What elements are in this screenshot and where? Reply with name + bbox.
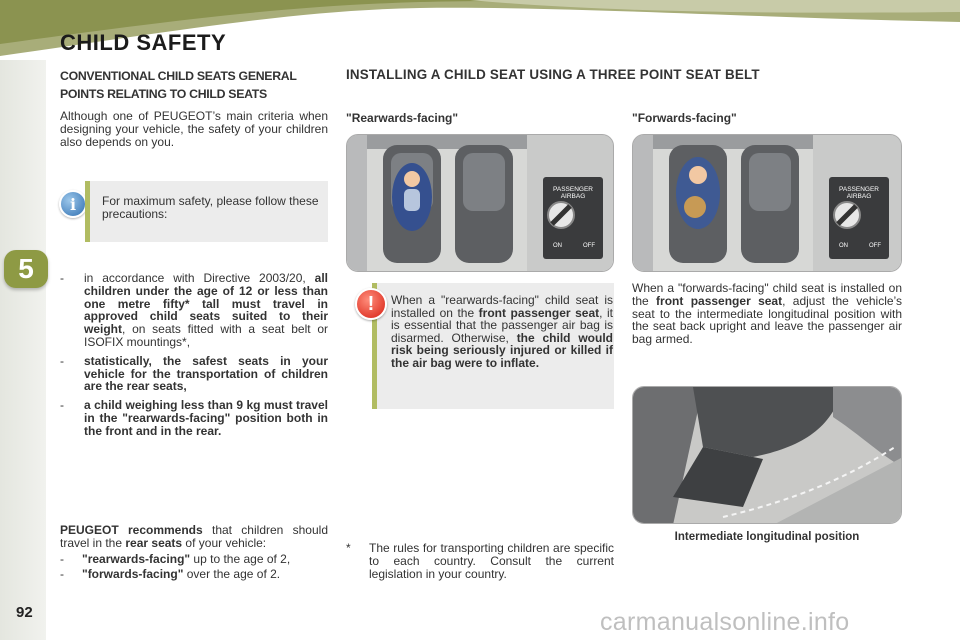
forwards-illustration	[633, 135, 902, 272]
recommend-item-bold: "forwards-facing"	[82, 567, 184, 582]
left-heading: CONVENTIONAL CHILD SEATS GENERAL POINTS RELATING TO CHILD SEATS	[60, 69, 297, 101]
right-heading: INSTALLING A CHILD SEAT USING A THREE POINT SEAT BELT	[346, 67, 760, 82]
warning-text	[391, 294, 613, 370]
bullet-text: , on seats fitted with a seat belt or ISOFIX mountings*,	[84, 322, 328, 349]
rearwards-label: "Rearwards-facing"	[346, 111, 459, 125]
list-item	[60, 272, 328, 349]
bullet-bold: a child weighing less than 9 kg must travel in the "rearwards-facing" position both in the front and in the rear.	[84, 398, 328, 438]
footnote-star: *	[346, 541, 351, 555]
seat-position-photo	[632, 386, 902, 524]
recommend-text: of your vehicle:	[182, 535, 267, 550]
airbag-off-label: OFF	[583, 243, 595, 249]
intro-paragraph: Although one of PEUGEOT’s main criteria when designing your vehicle, the safety of your children also depends on you.	[60, 109, 328, 149]
recommend-item-bold: "rearwards-facing"	[82, 551, 191, 566]
warning-box	[372, 283, 614, 409]
airbag-label: PASSENGER	[839, 186, 879, 193]
list-item	[60, 568, 328, 581]
recommend-item-text: over the age of 2.	[183, 567, 281, 582]
warning-text-part: , it is essential that the passenger air bag is disarmed. Otherwise,	[391, 305, 613, 345]
list-item	[60, 355, 328, 393]
recommend-item-text: up to the age of 2,	[190, 551, 291, 566]
airbag-label: AIRBAG	[560, 193, 586, 200]
bullet-bold: statistically, the safest seats in your vehicle for the transportation of children are the rear seats,	[84, 353, 328, 394]
forwards-paragraph	[632, 282, 902, 346]
footnote	[346, 542, 614, 580]
list-item	[60, 553, 328, 566]
bullet-dash: -	[60, 398, 64, 413]
seat-position-illustration	[633, 387, 902, 524]
forwards-text-part: When a "forwards-facing" child seat is installed on the	[632, 281, 902, 308]
seat-position-caption: Intermediate longitudinal position	[674, 531, 860, 543]
warning-text-part: When a "rearwards-facing" child seat is installed on the	[391, 293, 613, 320]
recommendation	[60, 524, 328, 581]
info-icon: i	[59, 190, 87, 218]
footnote-text: The rules for transporting children are specific to each country. Consult the current legislation in your country.	[369, 541, 614, 581]
list-item	[60, 399, 328, 437]
warning-bold: front passenger seat	[478, 305, 600, 320]
recommend-text: that children should travel in the	[60, 523, 328, 550]
info-box	[85, 181, 328, 242]
page-title: CHILD SAFETY	[60, 30, 227, 55]
warning-icon: !	[355, 288, 387, 320]
airbag-on-label: ON	[839, 243, 848, 249]
page-number: 92	[16, 604, 33, 621]
bullet-dash: -	[60, 567, 64, 582]
watermark: carmanualsonline.info	[600, 608, 850, 636]
chapter-tab[interactable]: 5	[4, 250, 48, 288]
info-text: For maximum safety, please follow these precautions:	[102, 194, 319, 221]
airbag-on-label: ON	[553, 243, 562, 249]
recommend-bold: rear seats	[125, 535, 183, 550]
forwards-text-part: , adjust the vehicle’s seat to the intermediate longitudinal position with the seat back upright and leave the passenger air bag armed.	[632, 293, 902, 347]
rearwards-illustration	[347, 135, 614, 272]
bullet-dash: -	[60, 551, 64, 566]
airbag-label: AIRBAG	[846, 193, 872, 200]
precautions-list	[60, 272, 328, 444]
forwards-bold: front passenger seat	[656, 293, 783, 308]
recommend-bold: PEUGEOT recommends	[60, 523, 203, 537]
bullet-bold: all children under the age of 12 or less than one metre fifty* tall must travel in approved child seats suited to their weight	[84, 271, 328, 337]
warning-bold: the child would risk being seriously injured or killed if the air bag were to inflate.	[391, 330, 613, 370]
rearwards-photo	[346, 134, 614, 272]
airbag-off-label: OFF	[869, 243, 881, 249]
side-strip	[0, 60, 46, 640]
airbag-label: PASSENGER	[553, 186, 593, 193]
bullet-dash: -	[60, 353, 64, 368]
bullet-dash: -	[60, 271, 64, 285]
bullet-text: in accordance with Directive 2003/20,	[84, 271, 315, 285]
forwards-photo	[632, 134, 902, 272]
forwards-label: "Forwards-facing"	[632, 111, 737, 125]
